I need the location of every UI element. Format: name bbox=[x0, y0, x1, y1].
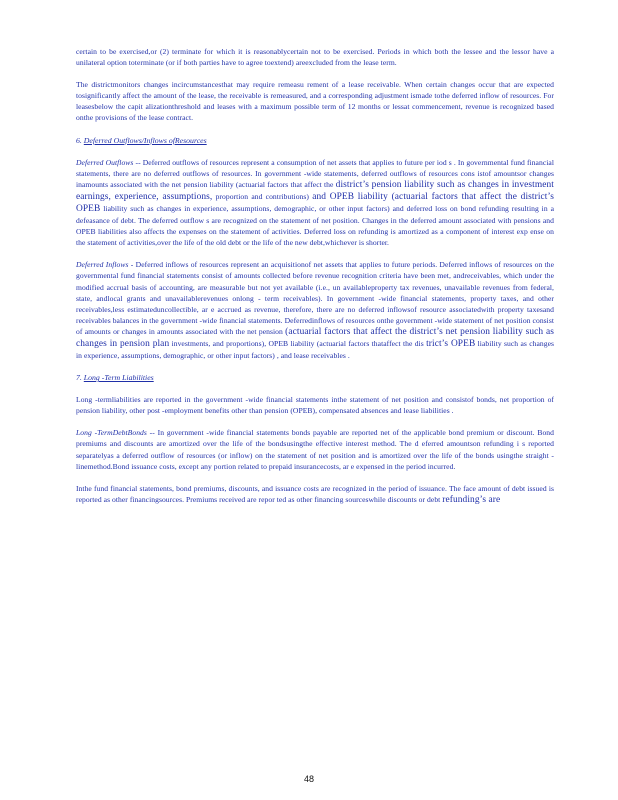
page-number: 48 bbox=[303, 774, 314, 784]
paragraph-text-large: refunding’s are bbox=[442, 494, 501, 505]
paragraph-fund-statements bbox=[76, 483, 554, 506]
paragraph-text-large: and OPEB liability (actuarial factors that affect the district’s OPEB bbox=[76, 191, 554, 214]
paragraph-long-term-debt-bonds bbox=[76, 427, 554, 471]
paragraph-lease-remeasurement: The districtmonitors changes incircumstancesthat may require remeasu rement of a lease receivable. When certain changes occur that are expected tosignificantly affect the amount of the lease, the receivable is remeasured, and a corresponding adjustment ismade tothe deferred inflow of resources. For leasesbelow the capit alizationthreshold and leases with a maximum possible term of 12 months or lessat commencement, revenue is recognized based onthe provisions of the lease contract. bbox=[76, 80, 554, 123]
paragraph-lease-term: certain to be exercised,or (2) terminate for which it is reasonablycertain not to be exercised. Periods in which both the lessee and the lessor have a unilateral option toterminate (or if both parties have to agree toextend) areexcluded from the lease term. bbox=[76, 47, 554, 68]
paragraph-deferred-inflows bbox=[76, 259, 554, 361]
section-number: 6. bbox=[76, 135, 84, 145]
paragraph-long-term-liabilities: Long -termliabilities are reported in the government -wide financial statements inthe statement of net position and consistof bonds, net proportion of pension liability, other post -employment benefits other than pension (OPEB), compensated absences and lease liabilities . bbox=[76, 395, 554, 416]
section-title: Long -Term Liabilities bbox=[83, 373, 154, 383]
paragraph-text: -- Deferred outflows of resources represent a consumption of net assets that applies to future per iod s . In governmental fund financial statements, there are no deferred outflows of resources. In government -wide statements, deferred outflows of resources cons istof amountsor changes inamounts associated with the net pension liability (actuarial factors that affect the bbox=[76, 157, 554, 189]
paragraph-text: -- In government -wide financial statements bonds payable are reported net of the applicable bond premium or discount. Bond premiums and discounts are amortized over the life of the bondsusingthe effective interest method. The d eferred amountson refunding i s reported separatelyas a deferred outflow of resources (or inflow) on the statement of net position and is amortized over the life of the bonds usingthe straight -linemethod.Bond issuance costs, except any portion related to prepaid insurancecosts, ar e expensed in the period incurred. bbox=[76, 428, 554, 471]
run-in-heading: Deferred Outflows bbox=[76, 157, 134, 167]
paragraph-text: investments, and proportions), OPEB liability (actuarial factors thataffect the dis bbox=[169, 338, 427, 348]
paragraph-text: - Deferred inflows of resources represent an acquisitionof net assets that applies to future periods. Deferred inflows of resources on the governmental fund financial statements consist of amounts collected before revenue recognition criteria have been met, andreceivables, which under the modified accrual basis of accounting, are measurable but not yet available (i.e., un availableproperty tax revenues, unavailable revenues from federal, state, andlocal grants and unavailablerevenues onlong - term receivables). In government -wide financial statements, property taxes, and other receivables,less estimateduncollectible, ar e accrued as revenue, therefore, there are no deferred inflowsof resource associatedwith property taxesand receivables balances in the government -wide financial statements. Deferredinflows of resources onthe government -wide statement of net position consist of amounts or changes in amounts associated with the net pension bbox=[76, 260, 554, 336]
section-number: 7. bbox=[76, 373, 84, 383]
section-heading-long-term bbox=[76, 372, 554, 383]
paragraph-deferred-outflows bbox=[76, 157, 554, 249]
paragraph-text: proportion and contributions) bbox=[212, 191, 313, 201]
run-in-heading: Deferred Inflows bbox=[76, 260, 129, 270]
paragraph-text-large: district’s pension liability such as changes in investment earnings, experience, assumptions, bbox=[76, 179, 554, 202]
section-heading-deferred bbox=[76, 135, 554, 146]
paragraph-text: liability such as changes in experience, assumptions, demographic, or other input factors) and deferred loss on bond refunding resulting in a defeasance of debt. The deferred outflow s are recognized on the statement of net position. Changes in the deferred amount associated with pensions and OPEB liabilities also affects the expenses on the statement of activities. Deferred loss on refunding is amortized as a component of interest exp ense on the statement of activities,over the life of the old debt or the life of the new debt,whichever is shorter. bbox=[76, 203, 554, 248]
page-body bbox=[76, 46, 554, 512]
run-in-heading: Long -TermDebtBonds bbox=[76, 428, 147, 438]
paragraph-text-large: trict’s OPEB bbox=[426, 338, 476, 349]
section-title: Deferred Outflows/Inflows ofResources bbox=[83, 135, 207, 145]
paragraph-text-large: (actuarial factors that affect the district’s net pension liability such as changes in pension plan bbox=[76, 326, 554, 349]
paragraph-text: liability such as changes in experience, assumptions, demographic, or other input factors) , and lease receivables . bbox=[76, 338, 555, 361]
paragraph-text: Inthe fund financial statements, bond premiums, discounts, and issuance costs are recognized in the period of issuance. The face amount of debt issued is reported as other financingsources. Premiums received are repor ted as other financing sourceswhile discounts or debt bbox=[76, 483, 554, 504]
